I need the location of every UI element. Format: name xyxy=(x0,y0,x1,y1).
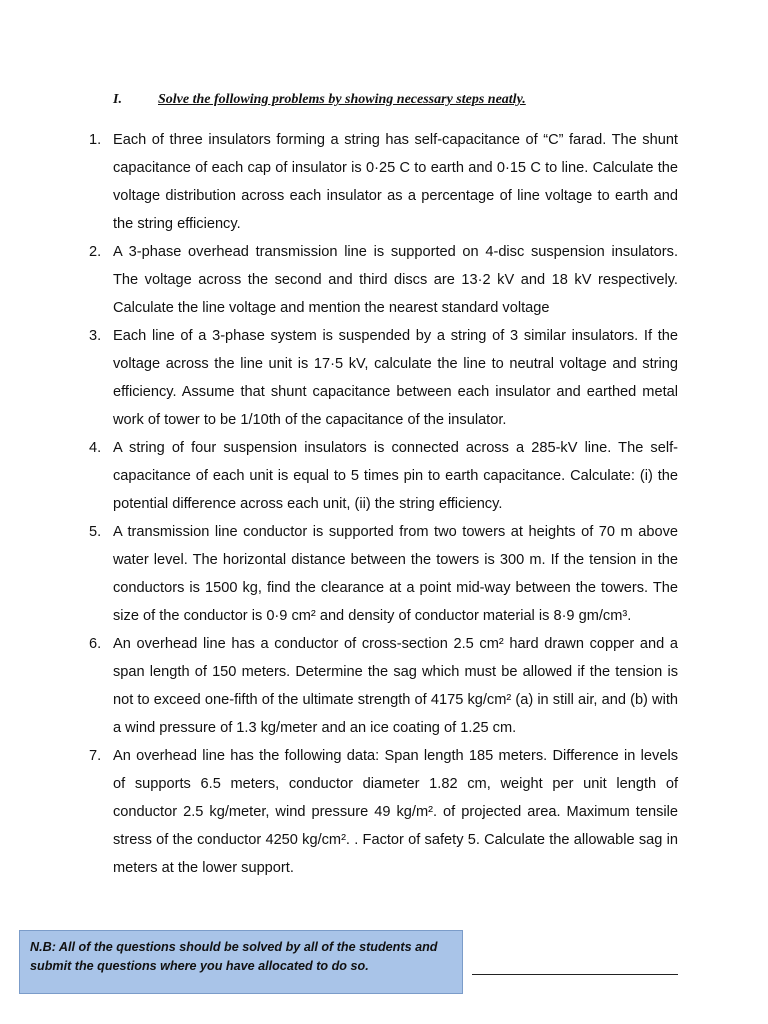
problem-item xyxy=(89,126,678,238)
problem-text: An overhead line has the following data: Span length 185 meters. Difference in levels of supports 6.5 meters, conductor diameter 1.82 cm, weight per unit length of conductor 2.5 kg/meter, wind pressure 49 kg/m². of projected area. Maximum tensile stress of the conductor 4250 kg/cm². . Factor of safety 5. Calculate the allowable sag in meters at the lower support. xyxy=(113,748,678,876)
problem-number: 4. xyxy=(89,440,102,456)
problem-text: An overhead line has a conductor of cross-section 2.5 cm² hard drawn copper and a span length of 150 meters. Determine the sag which must be allowed if the tension is not to exceed one-fifth of the ultimate strength of 4175 kg/cm² (a) in still air, and (b) with a wind pressure of 1.3 kg/meter and an ice coating of 1.25 cm. xyxy=(113,636,678,736)
problem-number: 6. xyxy=(89,636,102,652)
problem-number: 1. xyxy=(89,132,102,148)
problem-number: 3. xyxy=(89,328,102,344)
problem-number: 7. xyxy=(89,748,102,764)
signature-line xyxy=(472,974,678,975)
problem-item xyxy=(89,518,678,630)
problem-item xyxy=(89,742,678,882)
note-box xyxy=(19,930,463,994)
section-title: Solve the following problems by showing necessary steps neatly. xyxy=(158,92,526,107)
section-number: I. xyxy=(113,92,122,107)
problem-number: 5. xyxy=(89,524,102,540)
problem-item xyxy=(89,434,678,518)
problem-number: 2. xyxy=(89,244,102,260)
problem-text: A 3-phase overhead transmission line is supported on 4-disc suspension insulators. The voltage across the second and third discs are 13·2 kV and 18 kV respectively. Calculate the line voltage and mention the nearest standard voltage xyxy=(113,244,678,316)
section-heading xyxy=(113,92,526,108)
problem-item xyxy=(89,630,678,742)
problem-text: Each of three insulators forming a string has self-capacitance of “C” farad. The shunt capacitance of each cap of insulator is 0·25 C to earth and 0·15 C to line. Calculate the voltage distribution across each insulator as a percentage of line voltage to earth and the string efficiency. xyxy=(113,132,678,232)
problem-list xyxy=(89,126,678,882)
problem-item xyxy=(89,322,678,434)
problem-item xyxy=(89,238,678,322)
problem-text: Each line of a 3-phase system is suspended by a string of 3 similar insulators. If the voltage across the line unit is 17·5 kV, calculate the line to neutral voltage and string efficiency. Assume that shunt capacitance between each insulator and earthed metal work of tower to be 1/10th of the capacitance of the insulator. xyxy=(113,328,678,428)
problem-text: A transmission line conductor is supported from two towers at heights of 70 m above water level. The horizontal distance between the towers is 300 m. If the tension in the conductors is 1500 kg, find the clearance at a point mid-way between the towers. The size of the conductor is 0·9 cm² and density of conductor material is 8·9 gm/cm³. xyxy=(113,524,678,624)
problem-text: A string of four suspension insulators is connected across a 285-kV line. The self-capacitance of each unit is equal to 5 times pin to earth capacitance. Calculate: (i) the potential difference across each unit, (ii) the string efficiency. xyxy=(113,440,678,512)
note-text: N.B: All of the questions should be solved by all of the students and submit the questions where you have allocated to do so. xyxy=(30,940,438,973)
